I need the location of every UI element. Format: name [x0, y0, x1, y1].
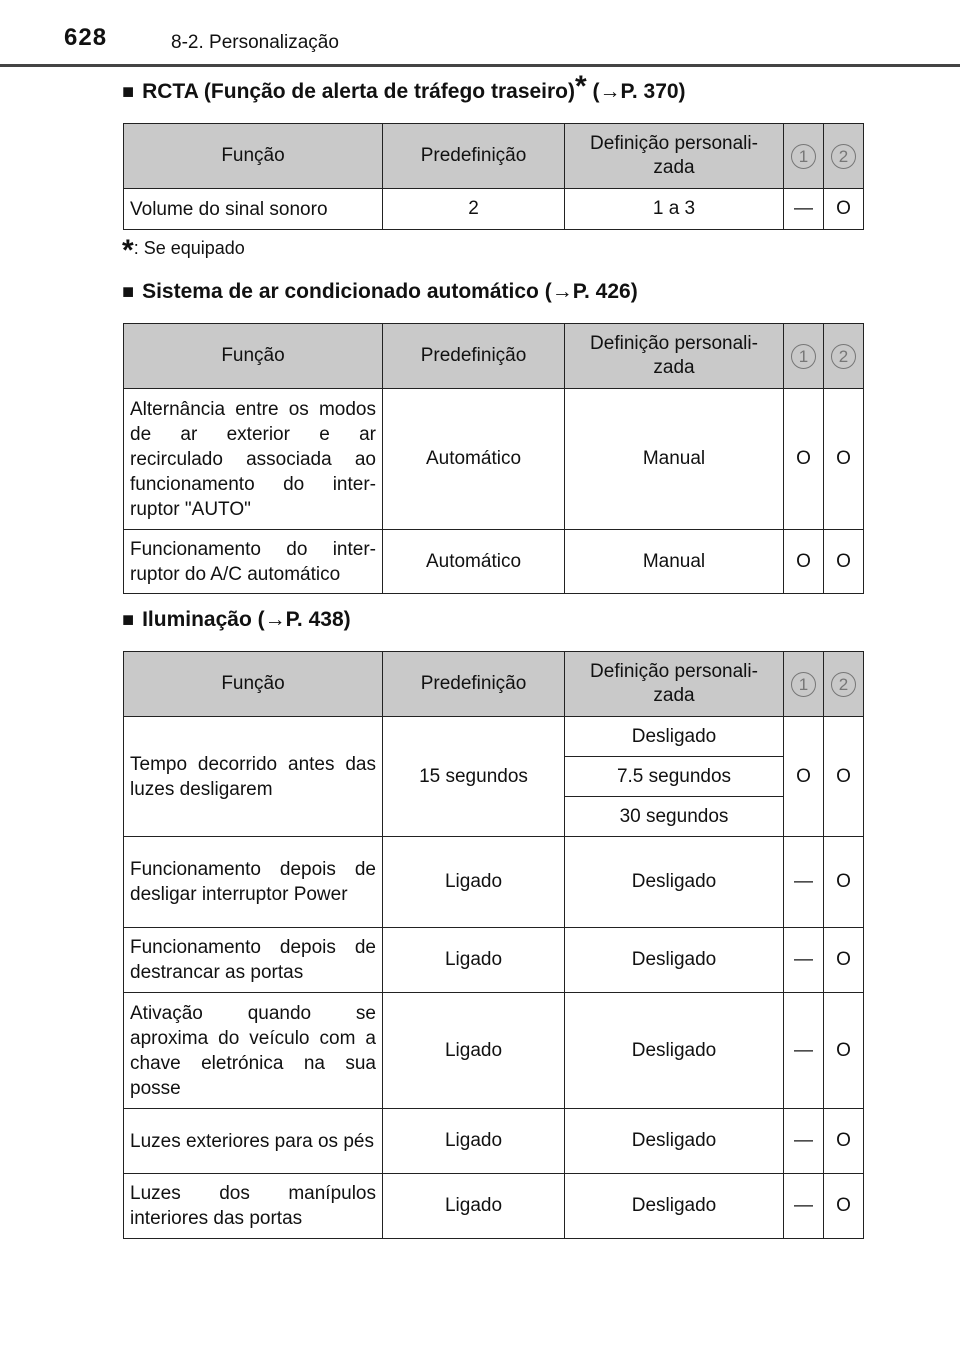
table-ac: [123, 323, 864, 594]
footnote: *: Se equipado: [122, 234, 245, 267]
header-funcao: Função: [124, 124, 383, 189]
header-col-2: 2: [824, 652, 864, 717]
page-number: 628: [64, 24, 108, 51]
section-ref: (→P. 426): [544, 280, 638, 303]
header-definicao: Definição personali-zada: [565, 652, 784, 717]
section-title-iluminacao: ■ Iluminação (→P. 438): [122, 608, 351, 631]
header-funcao: Função: [124, 324, 383, 389]
header-col-1: 1: [784, 124, 824, 189]
table-row: Luzes exteriores para os pés Ligado Desligado — O: [124, 1109, 864, 1174]
header-predefinicao: Predefinição: [383, 324, 565, 389]
table-row: Alternância entre os modos de ar exterior e ar recirculado associada ao funcionamento do inter-ruptor "AUTO" Automático Manual O O: [124, 389, 864, 530]
header-predefinicao: Predefinição: [383, 124, 565, 189]
header-col-1: 1: [784, 324, 824, 389]
square-bullet-icon: ■: [122, 81, 135, 103]
section-title-ac: ■ Sistema de ar condicionado automático (→P. 426): [122, 280, 638, 303]
table-header-row: [124, 652, 864, 717]
table-row: Funcionamento depois de destrancar as portas Ligado Desligado — O: [124, 928, 864, 993]
table-header-row: [124, 124, 864, 189]
table-row: Luzes dos manípulos interiores das portas Ligado Desligado — O: [124, 1174, 864, 1239]
page-header: [0, 0, 960, 66]
section-ref: (→P. 370): [592, 80, 686, 103]
table-rcta: [123, 123, 864, 230]
header-col-2: 2: [824, 324, 864, 389]
square-bullet-icon: ■: [122, 609, 135, 631]
section-ref: (→P. 438): [257, 608, 351, 631]
header-col-2: 2: [824, 124, 864, 189]
header-col-1: 1: [784, 652, 824, 717]
header-definicao: Definição personali-zada: [565, 124, 784, 189]
footnote-star: *: [575, 70, 587, 103]
header-definicao: Definição personali-zada: [565, 324, 784, 389]
table-header-row: [124, 324, 864, 389]
header-predefinicao: Predefinição: [383, 652, 565, 717]
table-iluminacao: [123, 651, 864, 1239]
table-row: Funcionamento do inter-ruptor do A/C automático Automático Manual O O: [124, 530, 864, 594]
header-divider: [0, 64, 960, 67]
table-subrow: 7.5 segundos: [124, 757, 864, 797]
table-row: Ativação quando se aproxima do veículo com a chave eletrónica na sua posse Ligado Desligado — O: [124, 993, 864, 1109]
table-row: Volume do sinal sonoro 2 1 a 3 — O: [124, 189, 864, 230]
header-funcao: Função: [124, 652, 383, 717]
chapter-title: 8-2. Personalização: [171, 32, 339, 53]
table-row: Tempo decorrido antes das luzes desligarem 15 segundos Desligado O O: [124, 717, 864, 757]
table-row: Funcionamento depois de desligar interruptor Power Ligado Desligado — O: [124, 837, 864, 928]
square-bullet-icon: ■: [122, 281, 135, 303]
section-title-rcta: ■ RCTA (Função de alerta de tráfego traseiro)* (→P. 370): [122, 70, 686, 103]
table-subrow: 30 segundos: [124, 797, 864, 837]
